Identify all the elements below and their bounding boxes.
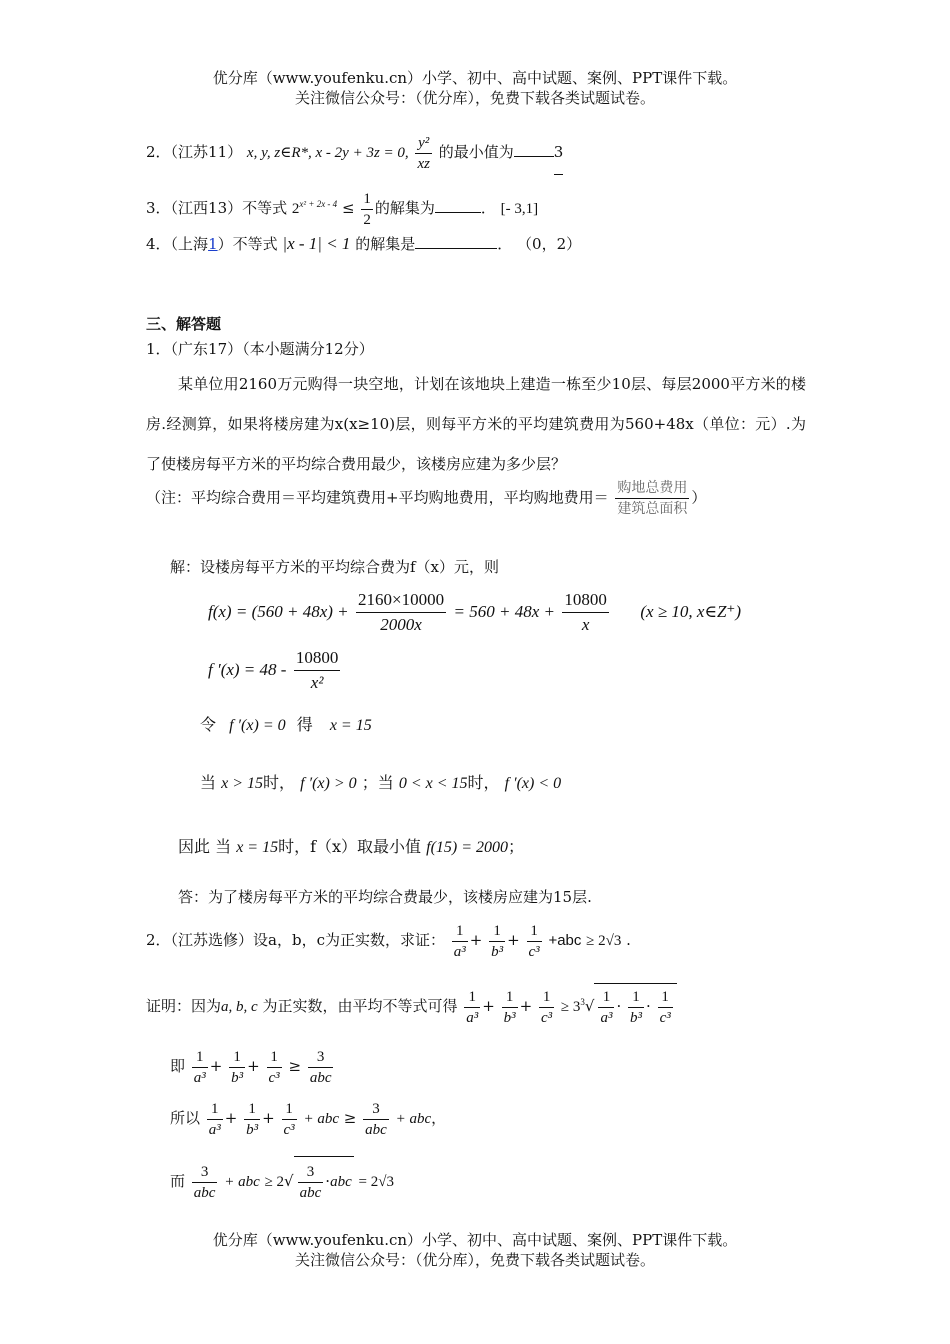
fill-question-2: 2．（江苏11） x, y, z∈R*, x - 2y + 3z = 0, $\frac{\text{y²}}{xz}$ 的最小值为 3 (146, 130, 563, 175)
solution-intro: 解：设楼房每平方米的平均综合费为f（x）元，则 (170, 558, 500, 576)
header-line-2: 关注微信公众号：（优分库），免费下载各类试题试卷。 (294, 89, 655, 107)
source-link[interactable]: 1 (208, 235, 218, 253)
equation-1: f(x) = (560 + 48x) + $\frac{2160\times 10000}{2000x}$ = 560 + 48x + $\frac{10800}{x}$ (x ≥ 10, x∈Z⁺) (208, 590, 742, 634)
footer-line-2: 关注微信公众号：（优分库），免费下载各类试题试卷。 (294, 1251, 655, 1269)
proof-line-2: 即 $\frac{1}{\text{a³}}$ + $\frac{1}{\text{b³}}$ + $\frac{1}{\text{c³}}$ ≥ $\frac{3}{\text{abc}}$ (170, 1048, 332, 1086)
proof-line-3: 所以 $\frac{1}{\text{a³}}$ + $\frac{1}{\text{b³}}$ + $\frac{1}{\text{c³}}$ + abc ≥ $\frac{3}{\text{abc}}$ + abc， (170, 1100, 447, 1138)
note-line: （注：平均综合费用＝平均建筑费用+平均购地费用，平均购地费用＝ $\frac{\text{购地总费用}}{\text{建筑总面积}}$ ） (146, 480, 707, 517)
answer: （0，2） (517, 235, 582, 253)
footer-line-1: 优分库（www.youfenku.cn）小学、初中、高中试题、案例、PPT课件下载。 (212, 1231, 738, 1249)
step-minimum: 因此 当 x = 15时，f（x）取最小值 f(15) = 2000； (178, 837, 525, 856)
answer: 3 (554, 130, 564, 175)
question-1-head: 1．（广东17）（本小题满分12分） (146, 340, 374, 358)
answer-1: 答：为了楼房每平方米的平均综合费最少，该楼房应建为15层. (178, 888, 592, 906)
step-monotonic: 当 x > 15时， f ′(x) > 0 ；当 0 < x < 15时， f ′(x) < 0 (200, 773, 562, 792)
fill-question-3: 3．（江西13）不等式 $2^{x^2 + 2x - 4}$ ≤ $\frac{1}{2}$ 的解集为 ． [- 3,1] (146, 190, 539, 228)
fraction: $\frac{\text{y²}}{xz}$ (417, 134, 430, 172)
proof-line-4: 而 $\frac{3}{\text{abc}}$ + abc ≥ 2√ $\frac{3}{\text{abc}}$ ·abc = 2√3 (170, 1156, 394, 1206)
header-line-1: 优分库（www.youfenku.cn）小学、初中、高中试题、案例、PPT课件下载。 (212, 69, 738, 87)
question-2-head: 2．（江苏选修）设a，b，c为正实数，求证： $\frac{1}{\text{a³}}$ + $\frac{1}{\text{b³}}$ + $\frac{1}{\text{c³}}$ +abc ≥ 2√3 . (146, 922, 631, 960)
proof-line-1: 证明：因为a, b, c 为正实数，由平均不等式可得 $\frac{1}{\text{a³}}$ + $\frac{1}{\text{b³}}$ + $\frac{1}{\text{c³}}$ ≥ $3^3√$ $\frac{1}{\text{a³}}$ · $\frac{1}{\text{b³}}$ · $\frac{1}{\text{c³}}$ (146, 980, 677, 1029)
answer: [- 3,1] (500, 201, 539, 217)
section-title: 三、解答题 (146, 315, 222, 333)
step-set-zero: 令 f ′(x) = 0 得 x = 15 (200, 715, 372, 734)
equation-2: f ′(x) = 48 - $\frac{10800}{\text{x²}}$ (208, 648, 339, 692)
fill-question-4: 4．（上海1）不等式 |x - 1| < 1 的解集是 ． （0，2） (146, 234, 582, 253)
question-1-text: 某单位用2160万元购得一块空地，计划在该地块上建造一栋至少10层、每层2000平方米的楼房.经测算，如果将楼房建为x(x≥10)层，则每平方米的平均建筑费用为560+48x（单位：元）.为了使楼房每平方米的平均综合费用最少，该楼房应建为多少层？ (146, 375, 806, 473)
